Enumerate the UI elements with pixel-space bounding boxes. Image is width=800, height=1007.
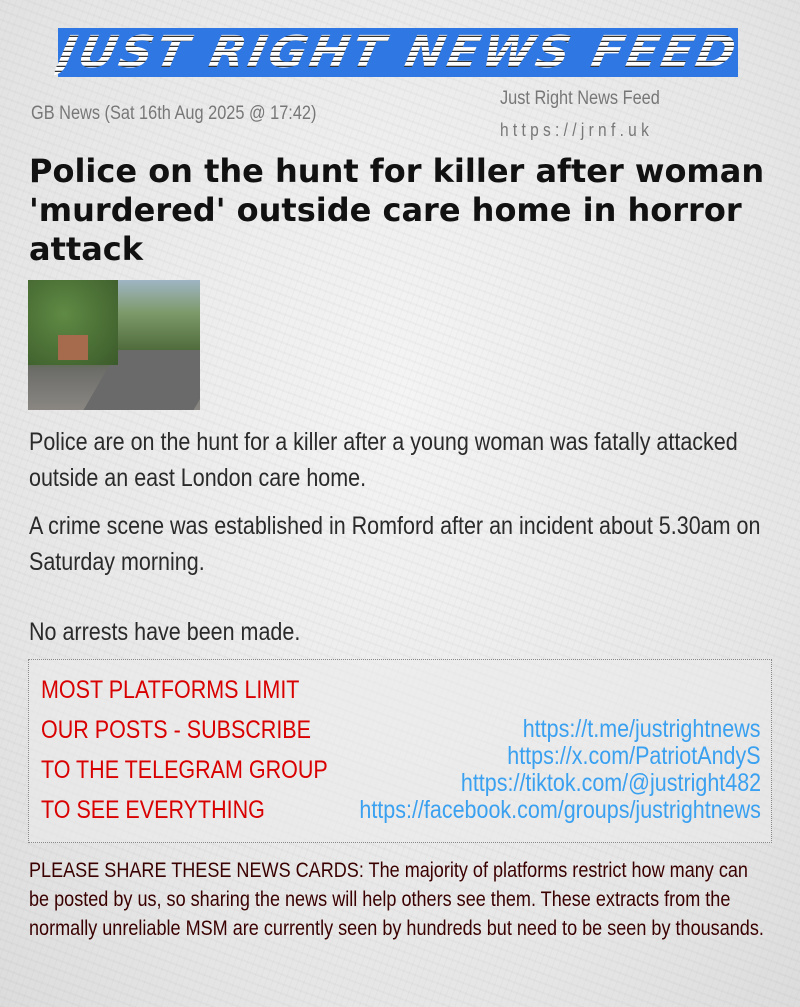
promo-line: MOST PLATFORMS LIMIT [41, 676, 300, 704]
promo-line: OUR POSTS - SUBSCRIBE [41, 716, 311, 744]
share-notice: PLEASE SHARE THESE NEWS CARDS: The majority of platforms restrict how many can be posted by us, so sharing the news will help others see them. These extracts from the normally unreliable MSM are currently seen by hundreds but need to be seen by thousands. [29, 859, 764, 940]
article-paragraph: No arrests have been made. [29, 618, 301, 646]
facebook-link[interactable]: https://facebook.com/groups/justrightnews [359, 796, 761, 824]
source-timestamp: GB News (Sat 16th Aug 2025 @ 17:42) [31, 103, 317, 124]
promo-line: TO SEE EVERYTHING [41, 796, 265, 824]
article-paragraph: Police are on the hunt for a killer after a young woman was fatally attacked outside an east London care home. [29, 428, 738, 492]
article-photo [28, 280, 200, 410]
subscribe-promo-box [28, 659, 772, 843]
x-link[interactable]: https://x.com/PatriotAndyS [507, 742, 761, 770]
brand-name: Just Right News Feed [500, 88, 660, 109]
tiktok-link[interactable]: https://tiktok.com/@justright482 [460, 769, 761, 797]
article-headline: Police on the hunt for killer after woman 'murdered' outside care home in horror attack [29, 152, 765, 268]
telegram-link[interactable]: https://t.me/justrightnews [523, 715, 761, 743]
site-banner-logo [53, 27, 743, 78]
banner-title: JUST RIGHT NEWS FEED [53, 27, 743, 78]
promo-line: TO THE TELEGRAM GROUP [41, 756, 328, 784]
article-paragraph: A crime scene was established in Romford after an incident about 5.30am on Saturday morning. [29, 512, 761, 576]
site-url[interactable]: https://jrnf.uk [500, 120, 654, 140]
